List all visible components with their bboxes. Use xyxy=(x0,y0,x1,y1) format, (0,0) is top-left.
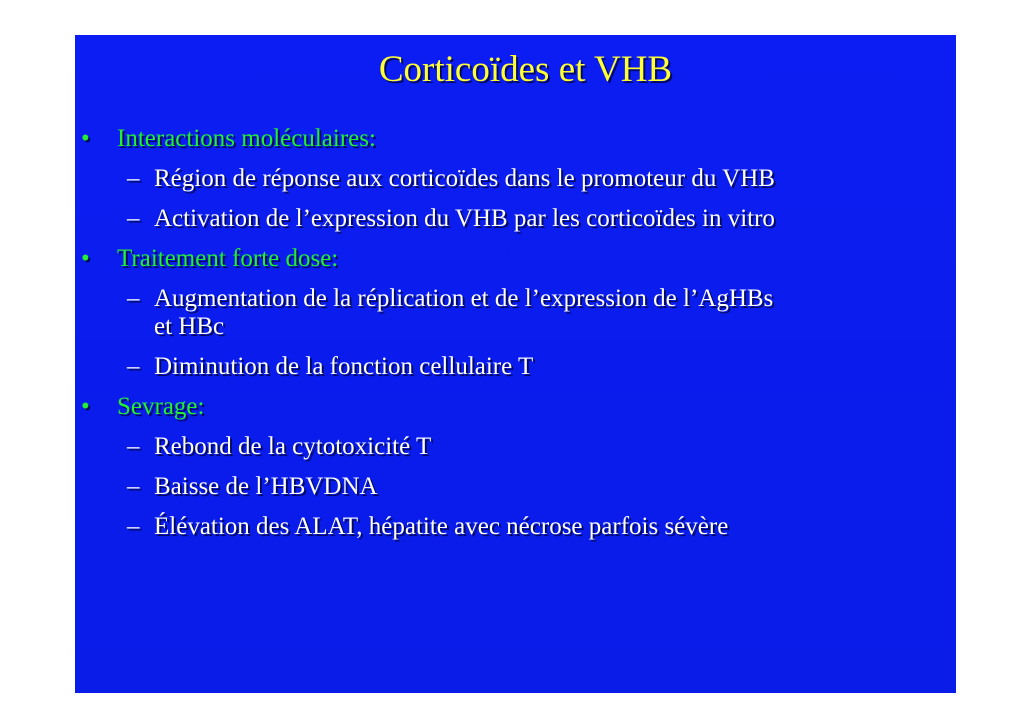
sub-bullet-item xyxy=(75,353,956,381)
bullet-marker: • xyxy=(81,393,90,420)
slide-title: Corticoïdes et VHB xyxy=(378,49,673,90)
sub-bullet-text: Baisse de l’HBVDNA xyxy=(154,473,378,500)
dash-marker: – xyxy=(127,353,140,380)
sub-bullet-item xyxy=(75,473,956,501)
sub-bullet-item xyxy=(75,513,956,541)
slide-body xyxy=(75,125,956,540)
sub-bullet-item xyxy=(75,285,956,313)
sub-bullet-text: Rebond de la cytotoxicité T xyxy=(154,433,432,460)
bullet-marker: • xyxy=(81,125,90,152)
dash-marker: – xyxy=(127,285,140,312)
dash-marker: – xyxy=(127,205,140,232)
sub-bullet-text: Activation de l’expression du VHB par les corticoïdes in vitro xyxy=(154,205,775,232)
bullet-sevrage xyxy=(75,393,956,421)
sub-bullet-continuation xyxy=(75,313,956,341)
sub-bullet-item xyxy=(75,433,956,461)
dash-marker: – xyxy=(127,513,140,540)
sub-bullet-text: Région de réponse aux corticoïdes dans le promoteur du VHB xyxy=(154,165,775,192)
bullet-marker: • xyxy=(81,245,90,272)
sub-bullet-text: et HBc xyxy=(154,313,225,340)
dash-marker: – xyxy=(127,433,140,460)
bullet-traitement xyxy=(75,245,956,273)
sub-bullet-text: Diminution de la fonction cellulaire T xyxy=(154,353,534,380)
sub-bullet-text: Augmentation de la réplication et de l’expression de l’AgHBs xyxy=(154,285,774,312)
bullet-text: Sevrage: xyxy=(117,393,205,420)
bullet-interactions xyxy=(75,125,956,153)
sub-bullet-item xyxy=(75,205,956,233)
bullet-text: Interactions moléculaires: xyxy=(117,125,376,152)
dash-marker: – xyxy=(127,165,140,192)
bullet-text: Traitement forte dose: xyxy=(117,245,339,272)
dash-marker: – xyxy=(127,473,140,500)
slide xyxy=(75,35,956,693)
sub-bullet-item xyxy=(75,165,956,193)
sub-bullet-text: Élévation des ALAT, hépatite avec nécrose parfois sévère xyxy=(154,513,729,540)
